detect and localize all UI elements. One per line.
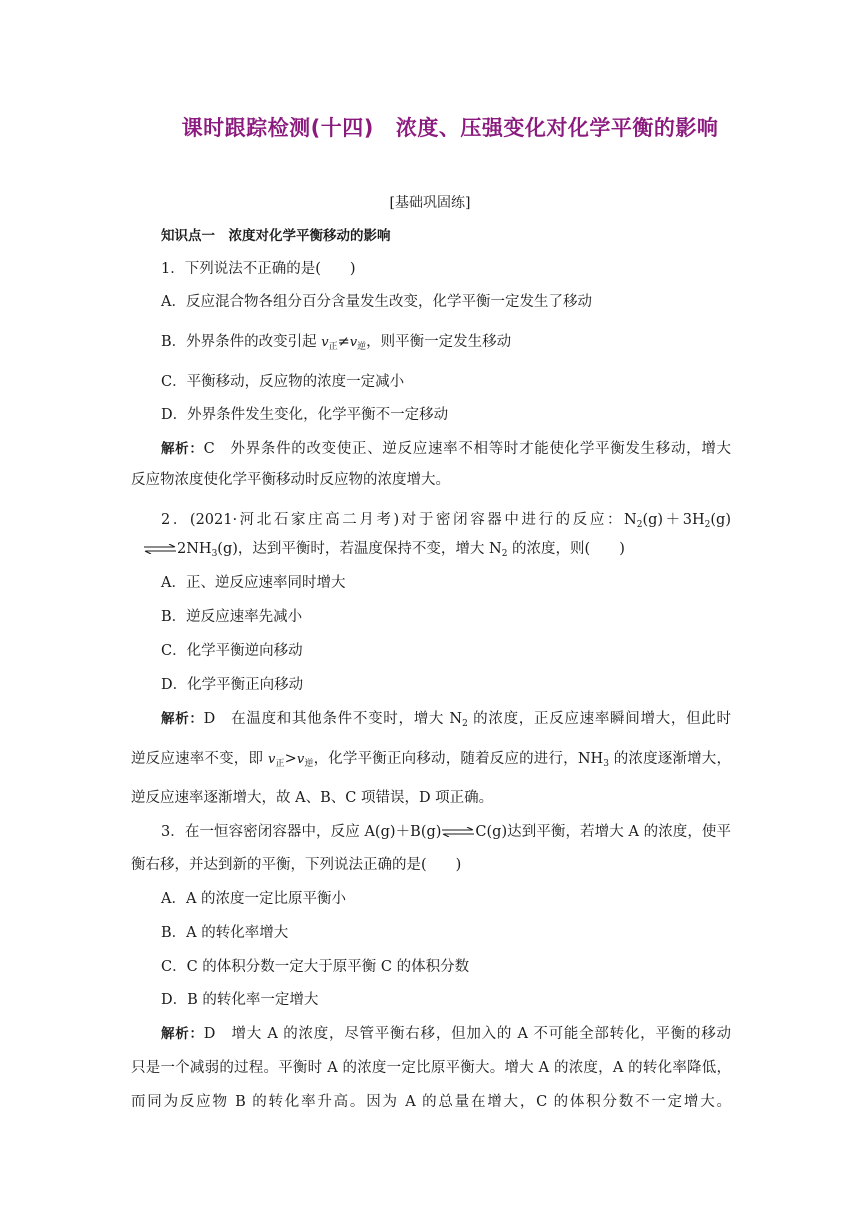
subscript: 3 (211, 549, 218, 559)
q3-option-a: A．A 的浓度一定比原平衡小 (161, 891, 347, 907)
q2-stem-mid: (g)＋3H (642, 512, 705, 528)
sub-reverse: 逆 (304, 759, 314, 769)
title-part-2: 浓度、压强变化对化学平衡的影响 (395, 116, 719, 140)
subscript: 2 (501, 549, 508, 559)
q2-stem-pre: 2．(2021·河北石家庄高二月考)对于密闭容器中进行的反应：N (161, 512, 637, 528)
q1-option-b-pre: B．外界条件的改变引起 (161, 334, 322, 350)
q3-analysis-line-1 (161, 1024, 731, 1044)
subscript: 2 (462, 719, 468, 729)
q2-analysis-line-2 (131, 749, 731, 770)
q2-option-c: C．化学平衡逆向移动 (161, 643, 303, 659)
q2-analysis-post: 的浓度，正反应速率瞬间增大，但此时 (467, 711, 732, 727)
neq-symbol: ≠ (337, 334, 350, 350)
q2-stem-line-2 (143, 539, 743, 559)
equilibrium-arrow-icon (441, 827, 475, 837)
section-heading: [基础巩固练] (389, 195, 471, 211)
q3-stem-post: C(g)达到平衡，若增大 A 的浓度，使平 (475, 824, 731, 840)
q3-analysis-line-2: 只是一个减弱的过程。平衡时 A 的浓度一定比原平衡大。增大 A 的浓度，A 的转化率降低， (131, 1060, 731, 1076)
q3-option-b: B．A 的转化率增大 (161, 925, 289, 941)
q2-stem-post: (g) (710, 512, 731, 528)
q1-analysis-line-2: 反应物浓度使化学平衡移动时反应物的浓度增大。 (131, 472, 450, 488)
analysis-label: 解析： (161, 1026, 204, 1042)
q3-stem-line-1 (161, 822, 731, 842)
q2-stem2-pre: 2NH (177, 541, 212, 557)
q2-analysis2-mid: ，化学平衡正向移动，随着反应的进行，NH (313, 751, 604, 767)
q2-stem-line-1 (161, 510, 731, 530)
subscript: 3 (603, 759, 609, 769)
q3-stem-line-2: 衡右移，并达到新的平衡，下列说法正确的是( ) (131, 857, 462, 873)
q1-option-b-post: ，则平衡一定发生移动 (366, 334, 512, 350)
velocity-symbol: v (349, 335, 358, 350)
velocity-symbol: v (267, 752, 276, 767)
q3-analysis-text-1: D 增大 A 的浓度，尽管平衡右移，但加入的 A 不可能全部转化，平衡的移动 (203, 1026, 731, 1042)
sub-forward: 正 (328, 342, 338, 352)
q2-option-a: A．正、逆反应速率同时增大 (161, 575, 346, 591)
q2-analysis-line-3: 逆反应速率逐渐增大，故 A、B、C 项错误，D 项正确。 (131, 790, 494, 806)
q2-stem2-post: 的浓度，则( ) (507, 541, 625, 557)
q3-option-d: D．B 的转化率一定增大 (161, 992, 319, 1008)
velocity-symbol: v (321, 335, 329, 350)
q1-analysis-line-1 (161, 439, 731, 459)
q1-analysis-text-1: C 外界条件的改变使正、逆反应速率不相等时才能使化学平衡发生移动，增大 (203, 441, 732, 457)
title-part-1: 课时跟踪检测(十四) (181, 116, 374, 140)
q2-analysis-line-1 (161, 709, 731, 729)
q1-stem: 1．下列说法不正确的是( ) (161, 261, 356, 277)
equilibrium-arrow-icon (143, 544, 177, 554)
knowledge-point-heading (161, 226, 761, 246)
subscript: 2 (636, 520, 643, 530)
q2-option-d: D．化学平衡正向移动 (161, 677, 304, 693)
q1-option-c: C．平衡移动，反应物的浓度一定减小 (161, 374, 405, 390)
analysis-label: 解析： (161, 441, 204, 457)
knowledge-point-text: 浓度对化学平衡移动的影响 (228, 228, 391, 244)
q3-analysis-line-3: 而同为反应物 B 的转化率升高。因为 A 的总量在增大，C 的体积分数不一定增大。 (131, 1094, 731, 1110)
analysis-label: 解析： (161, 711, 204, 727)
q1-option-d: D．外界条件发生变化，化学平衡不一定移动 (161, 407, 449, 423)
page-title (0, 112, 860, 142)
sub-forward: 正 (275, 759, 285, 769)
q1-option-a: A．反应混合物各组分百分含量发生改变，化学平衡一定发生了移动 (161, 294, 592, 310)
knowledge-point-label: 知识点一 (161, 228, 215, 244)
q3-stem-pre: 3．在一恒容密闭容器中，反应 A(g)＋B(g) (161, 824, 442, 840)
subscript: 2 (704, 520, 711, 530)
q1-option-b (161, 332, 731, 353)
q3-option-c: C．C 的体积分数一定大于原平衡 C 的体积分数 (161, 959, 470, 975)
gt-symbol: > (284, 751, 297, 767)
q2-analysis-pre: D 在温度和其他条件不变时，增大 N (203, 711, 463, 727)
sub-reverse: 逆 (357, 342, 367, 352)
q2-analysis2-pre: 逆反应速率不变，即 (131, 751, 268, 767)
velocity-symbol: v (296, 752, 305, 767)
q2-stem2-mid: (g)，达到平衡时，若温度保持不变，增大 N (217, 541, 502, 557)
q2-option-b: B．逆反应速率先减小 (161, 609, 303, 625)
q2-analysis2-post: 的浓度逐渐增大， (608, 751, 731, 767)
